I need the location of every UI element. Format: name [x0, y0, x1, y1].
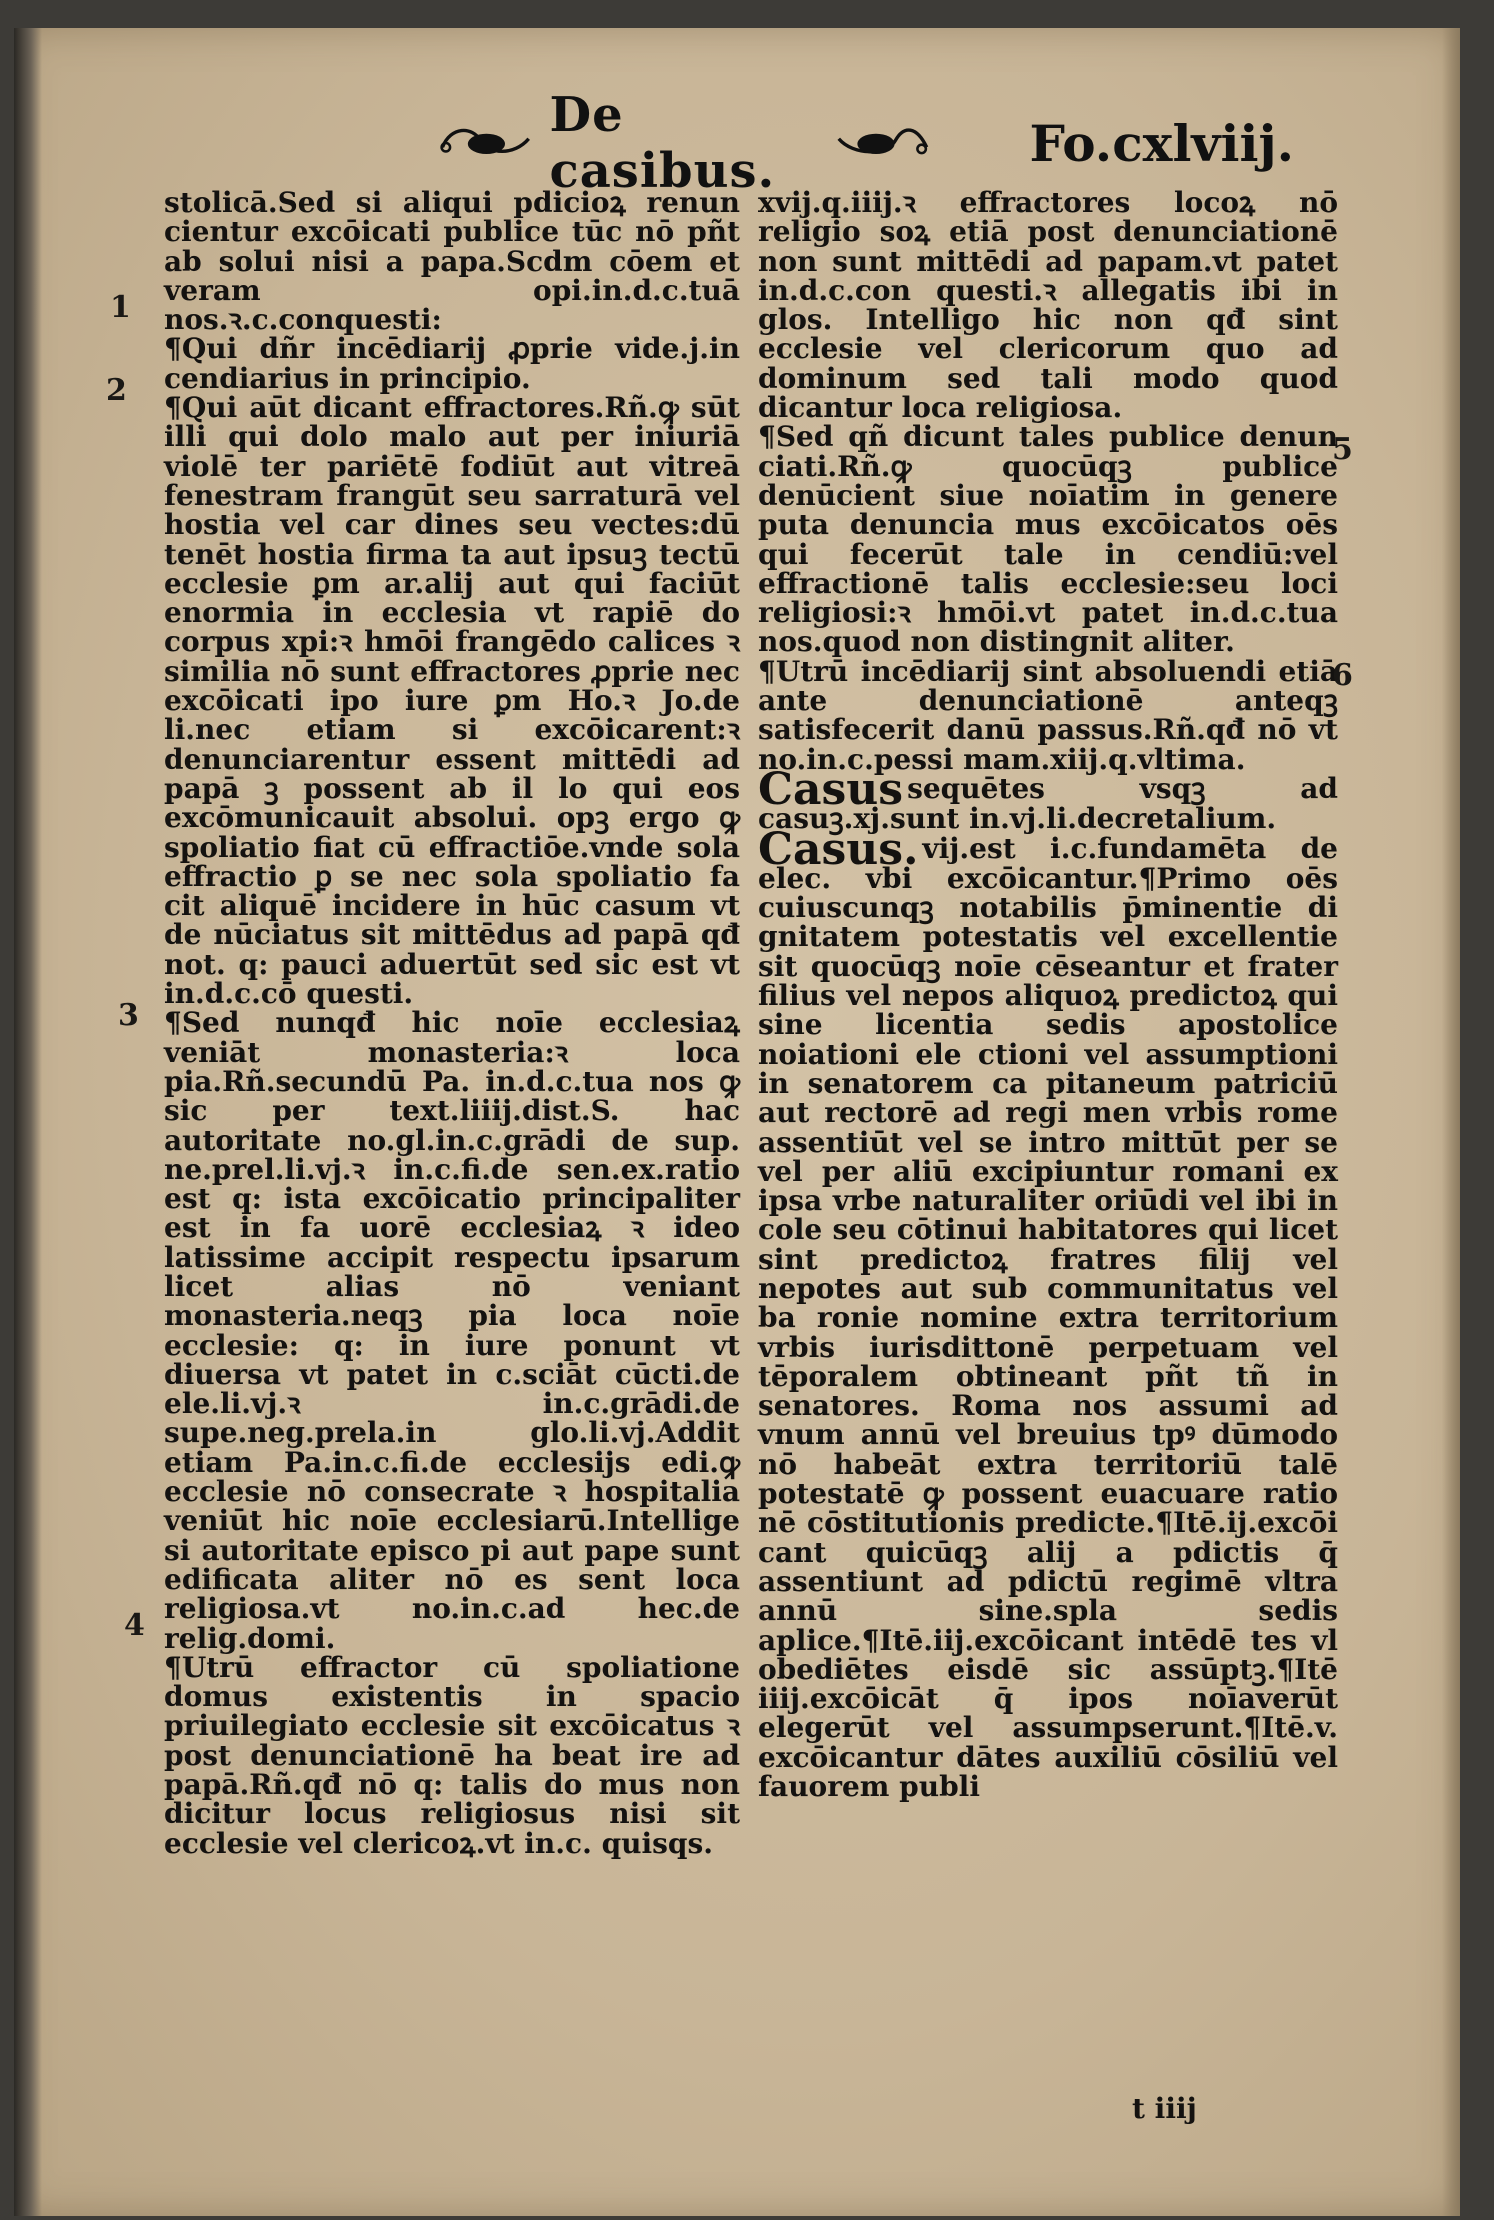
- casus-paragraph: [758, 823, 1338, 1804]
- marginal-number: 1: [110, 290, 131, 325]
- marginal-number: 6: [1332, 658, 1353, 693]
- folio-number: Fo.cxlviij.: [1029, 113, 1294, 173]
- binding-gutter: [14, 28, 42, 2216]
- casus-text: vij.est i.c.fundamēta de elec. vbi excōicantur.¶Primo oēs cuiuscunqꝫ notabilis p̄minentie di gnitatem potestatis vel excellentie sit quocūqꝫ noīe cēseantur et frater filius vel nepos aliquoꝝ predictoꝝ qui sine licentia sedis apostolice noiationi ele ctioni vel assumptioni in senatorem ca pitaneum patriciū aut rectorē ad regi men vrbis rome assentiūt vel se intro mittūt per se vel per aliū excipiuntur romani ex ipsa vrbe naturaliter oriūdi vel ibi in cole seu cōtinui habitatores qui licet sint predictoꝝ fratres filij vel nepotes aut sub communitatus vel ba ronie nomine extra territorium vrbis iurisdittonē perpetuam vel tēporalem obtineant pñt tñ in senatores. Roma nos assumi ad vnum annū vel breuius tpꝰ dūmodo nō habeāt extra territoriū talē potestatē ꝙ possent euacuare ratio nē cōstitutionis predicte.¶Itē.ij.excōi cant quicūqꝫ alij a pdictis q̄ assentiunt ad pdictū regimē vltra annū sine.spla sedis aplice.¶Itē.iij.excōicant intēdē tes vl obediētes eisdē sic assūptꝫ.¶Itē iiij.excōicāt q̄ ipos noīaverūt elegerūt vel assumpserunt.¶Itē.v. excōicantur dātes auxiliū cōsiliū vel fauorem publi: [758, 831, 1338, 1804]
- casus-text: sequētes vsqꝫ ad casuꝫ.xj.sunt in.vj.li.decretalium.: [758, 771, 1338, 836]
- marginal-number: 5: [1332, 432, 1353, 467]
- casus-initial: Casus.: [758, 823, 919, 875]
- left-text-column: [164, 188, 740, 1858]
- left-paragraph: stolicā.Sed si aliqui pdicioꝝ renun cientur excōicati publice tūc nō pñt ab solui nisi a papa.Scdm cōem et veram opi.in.d.c.tuā nos.ꝛ.c.conquesti:: [164, 186, 740, 337]
- left-paragraph: ¶Qui dñr incēdiarij ꝓprie vide.j.in cendiarius in principio.: [164, 332, 740, 395]
- book-page: [14, 28, 1460, 2216]
- right-ornament-icon: [832, 118, 933, 168]
- page-edge: [1442, 28, 1460, 2216]
- casus-initial: Casus: [758, 763, 904, 815]
- left-paragraph: ¶Sed nunqđ hic noīe ecclesiaꝝ veniāt monasteria:ꝛ loca pia.Rñ.secundū Pa. in.d.c.tua nos ꝙ sic per text.liiij.dist.S. hac autoritate no.gl.in.c.grādi de sup. ne.prel.li.vj.ꝛ in.c.fi.de sen.ex.ratio est q: ista excōicatio principaliter est in fa uorē ecclesiaꝝ ꝛ ideo latissime accipit respectu ipsarum licet alias nō veniant monasteria.neqꝫ pia loca noīe ecclesie: q: in iure ponunt vt diuersa vt patet in c.sciāt cūcti.de ele.li.vj.ꝛ in.c.grādi.de supe.neg.prela.in glo.li.vj.Addit etiam Pa.in.c.fi.de ecclesijs edi.ꝙ ecclesie nō consecrate ꝛ hospitalia veniūt hic noīe ecclesiarū.Intellige si autoritate episco pi aut pape sunt edificata aliter nō es sent loca religiosa.vt no.in.c.ad hec.de relig.domi.: [164, 1006, 740, 1655]
- right-paragraph: ¶Sed qñ dicunt tales publice denun ciati.Rñ.ꝙ quocūqꝫ publice denūcient siue noīatim in genere puta denuncia mus excōicatos oēs qui fecerūt tale in cendiū:vel effractionē talis ecclesie:seu loci religiosi:ꝛ hmōi.vt patet in.d.c.tua nos.quod non distingnit aliter.: [758, 420, 1338, 659]
- left-paragraph: ¶Qui aūt dicant effractores.Rñ.ꝙ sūt illi qui dolo malo aut per iniuriā violē ter pariētē fodiūt aut vitreā fenestram frangūt seu sarraturā vel hostia vel car dines seu vectes:dū tenēt hostia firma ta aut ipsuꝫ tectū ecclesie ꝑm ar.alij aut qui faciūt enormia in ecclesia vt rapiē do corpus xpi:ꝛ hmōi frangēdo calices ꝛ similia nō sunt effractores ꝓprie nec excōicati ipo iure ꝑm Ho.ꝛ Jo.de li.nec etiam si excōicarent:ꝛ denunciarentur essent mittēdi ad papā ꝫ possent ab il lo qui eos excōmunicauit absolui. opꝫ ergo ꝙ spoliatio fiat cū effractiōe.vnde sola effractio ꝑ se nec sola spoliatio fa cit aliquē incidere in hūc casum vt de nūciatus sit mittēdus ad papā qđ not. q: pauci aduertūt sed sic est vt in.d.c.cō questi.: [164, 391, 740, 1011]
- marginal-number: 3: [118, 998, 139, 1033]
- left-paragraph: ¶Utrū effractor cū spoliatione domus existentis in spacio priuilegiato ecclesie sit excōicatus ꝛ post denunciationē ha beat ire ad papā.Rñ.qđ nō q: talis do mus non dicitur locus religiosus nisi sit ecclesie vel clericoꝝ.vt in.c. quisqs.: [164, 1650, 740, 1860]
- running-title: De casibus.: [549, 87, 776, 199]
- signature-mark: t iiij: [1132, 2092, 1197, 2125]
- right-paragraph: ¶Utrū incēdiarij sint absoluendi etiā ante denunciationē anteqꝫ satisfecerit danū passus.Rñ.qđ nō vt no.in.c.pessi mam.xiij.q.vltima.: [758, 654, 1338, 776]
- left-ornament-icon: [434, 118, 535, 168]
- right-paragraph: xvij.q.iiij.ꝛ effractores locoꝝ nō religio soꝝ etiā post denunciationē non sunt mittēdi ad papam.vt patet in.d.c.con questi.ꝛ allegatis ibi in glos. Intelligo hic non qđ sint ecclesie vel clericorum quo ad dominum sed tali modo quod dicantur loca religiosa.: [758, 186, 1338, 425]
- marginal-number: 4: [124, 1608, 145, 1643]
- running-header: [434, 87, 1294, 199]
- right-text-column: [758, 186, 1338, 1804]
- marginal-number: 2: [106, 373, 127, 408]
